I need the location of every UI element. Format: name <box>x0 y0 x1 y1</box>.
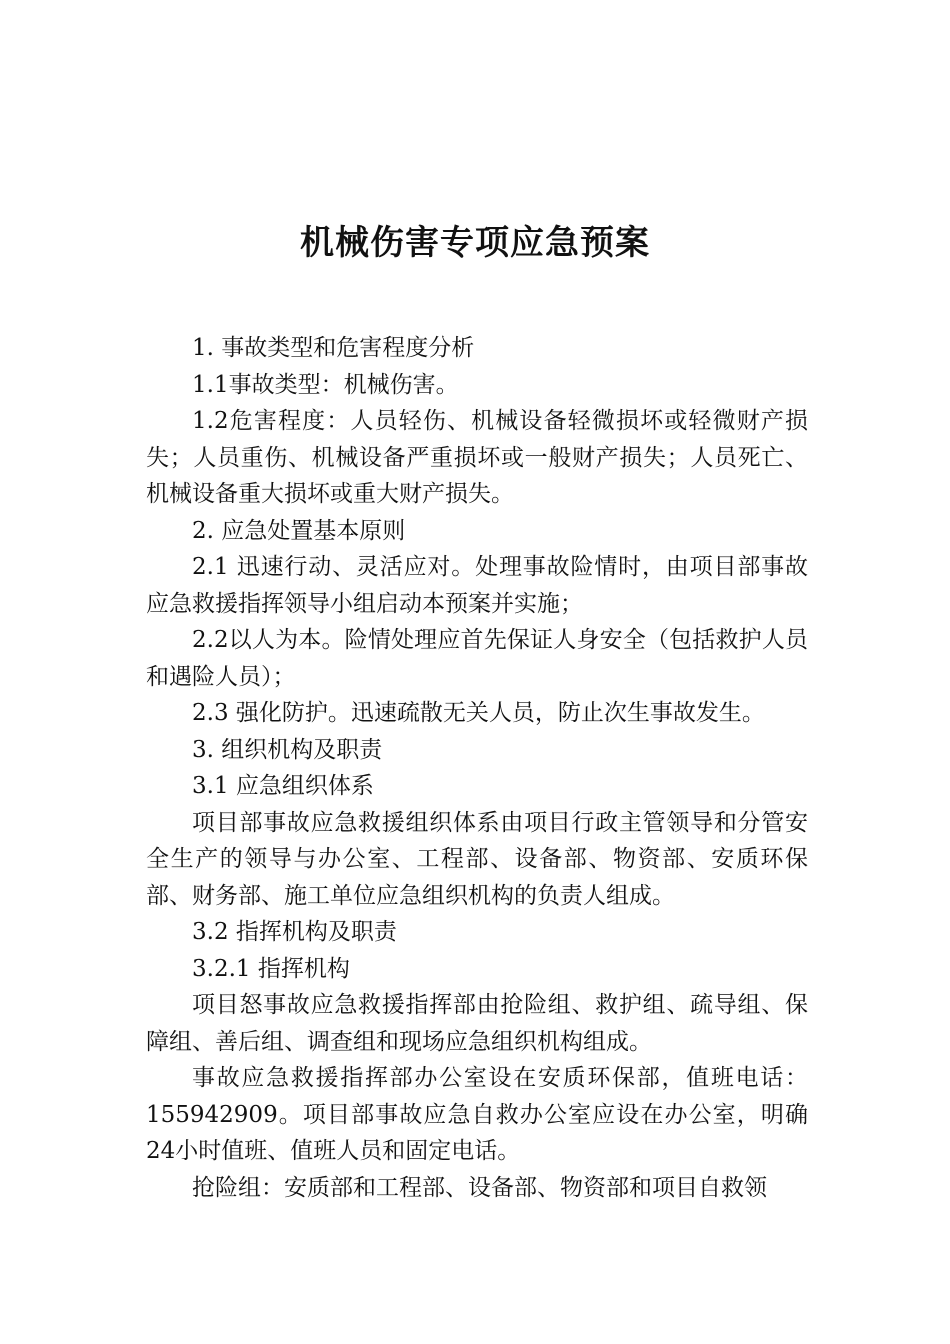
paragraph-office-hotline: 事故应急救援指挥部办公室设在安质环保部，值班电话：155942909。项目部事故应急自救办公室应设在办公室，明确24小时值班、值班人员和固定电话。 <box>146 1065 808 1164</box>
paragraph-principle-2-3: 2.3 强化防护。迅速疏散无关人员，防止次生事故发生。 <box>192 700 765 726</box>
heading-3-1-system: 3.1 应急组织体系 <box>192 773 374 799</box>
document-body <box>146 330 808 1206</box>
paragraph-organization-system: 项目部事故应急救援组织体系由项目行政主管领导和分管安全生产的领导与办公室、工程部、设备部、物资部、安质环保部、财务部、施工单位应急组织机构的负责人组成。 <box>146 809 808 909</box>
heading-3-2-1-command-body: 3.2.1 指挥机构 <box>192 955 350 982</box>
paragraph-principle-2-1: 2.1 迅速行动、灵活应对。处理事故险情时，由项目部事故应急救援指挥领导小组启动本预案并实施； <box>146 554 808 617</box>
heading-2-principles: 2. 应急处置基本原则 <box>192 517 406 544</box>
paragraph-hazard-level: 1.2危害程度：人员轻伤、机械设备轻微损坏或轻微财产损失；人员重伤、机械设备严重损坏或一般财产损失；人员死亡、机械设备重大损坏或重大财产损失。 <box>146 408 808 507</box>
heading-3-organization: 3. 组织机构及职责 <box>192 736 383 763</box>
paragraph-accident-type: 1.1事故类型：机械伤害。 <box>192 371 459 398</box>
document-title: 机械伤害专项应急预案 <box>300 223 650 263</box>
paragraph-command-composition: 项目怒事故应急救援指挥部由抢险组、救护组、疏导组、保障组、善后组、调查组和现场应急组织机构组成。 <box>146 992 808 1055</box>
paragraph-rescue-group: 抢险组：安质部和工程部、设备部、物资部和项目自救领 <box>192 1174 767 1201</box>
heading-1-analysis: 1. 事故类型和危害程度分析 <box>192 335 475 361</box>
heading-3-2-command: 3.2 指挥机构及职责 <box>192 919 397 945</box>
paragraph-principle-2-2: 2.2以人为本。险情处理应首先保证人身安全（包括救护人员和遇险人员）； <box>146 627 808 690</box>
